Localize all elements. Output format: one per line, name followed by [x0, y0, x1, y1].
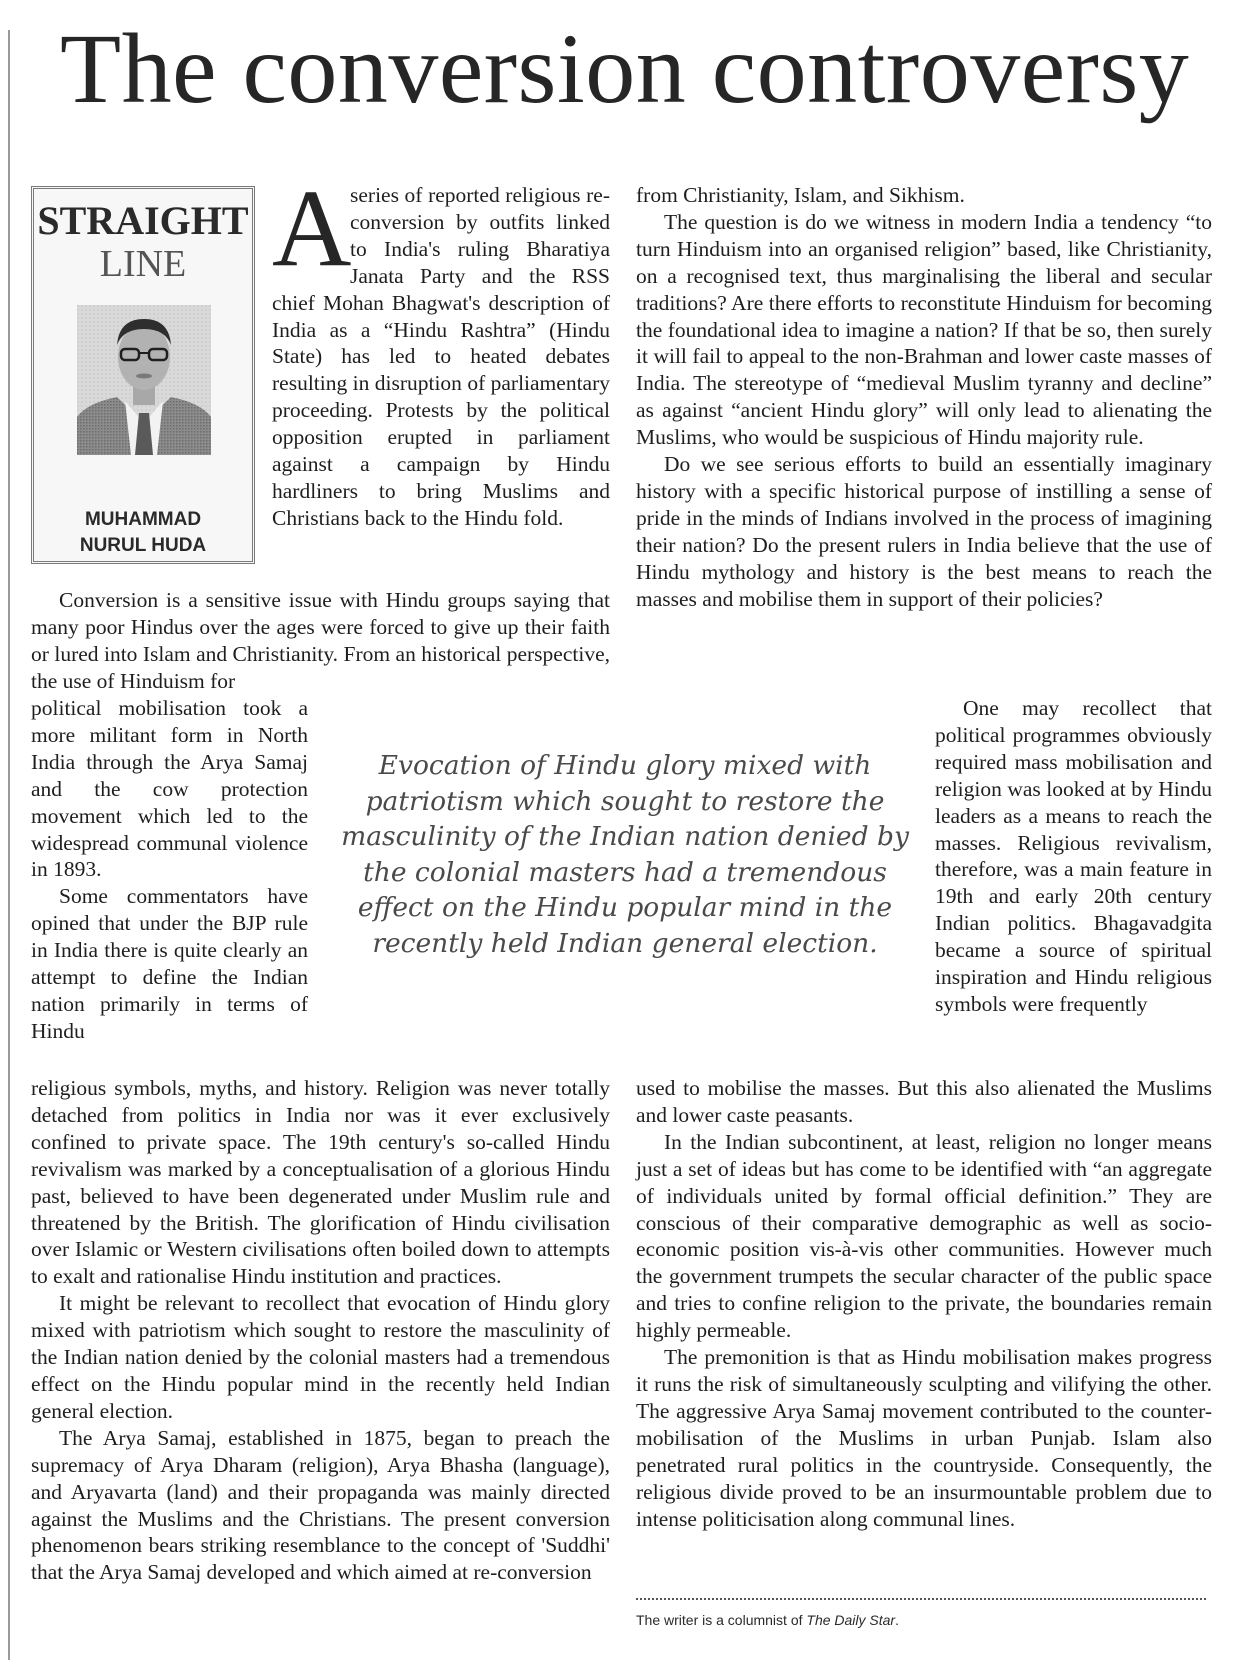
paragraph-premonition: The premonition is that as Hindu mobilisation makes progress it runs the risk of simultaneously sculpting and vilifying the other. The aggressive Arya Samaj movement contributed to the counter-mobilisation of the Muslims in urban Punjab. Islam also penetrated rural politics in the countryside. Consequently, the religious divide proved to be an insurmountable problem due to intense politicisation along communal lines. [636, 1345, 1212, 1531]
right-lower-column [636, 1075, 1212, 1532]
drop-cap: A [272, 167, 352, 289]
left-upper-column [31, 587, 610, 695]
paragraph-imaginary-history: Do we see serious efforts to build an essentially imaginary history with a specific historical purpose of instilling a sense of pride in the minds of Indians involved in the process of imagining their nation? Do the present rulers in India believe that the use of Hindu mythology and history is the best means to reach the masses and mobilise them in support of their policies? [636, 452, 1212, 611]
left-narrow-column [31, 695, 308, 1045]
paragraph-recollect: One may recollect that political programmes obviously required mass mobilisation and religion was looked at by Hindu leaders as a means to reach the masses. Religious revivalism, therefore, was a main feature in 19th and early 20th century Indian politics. Bhagavadgita became a source of spiritual inspiration and Hindu religious symbols were frequently [935, 696, 1212, 1016]
left-lower-column [31, 1075, 610, 1586]
intro-wrap-column [272, 167, 610, 532]
credit-suffix: . [895, 1612, 899, 1628]
intro-paragraph-wrap: series of reported religious re-conversion by outfits linked to India's ruling Bharatiya Janata Party and the RSS chief Mohan Bhagwat's description of India as a “Hindu Rashtra” (Hindu State) has led to heated debates resulting in disruption of parliamentary proceeding. Protests by the political opposition erupted in parliament against a campaign by Hindu hardliners to bring Muslims and Christians back to the Hindu fold. [272, 183, 610, 530]
drop-cap-spacer [272, 167, 352, 289]
right-narrow-column [935, 695, 1212, 1018]
paragraph-commentators: Some commentators have opined that under the BJP rule in India there is quite clearly an attempt to define the Indian nation primarily in terms of Hindu [31, 884, 308, 1043]
paragraph-religious-symbols: religious symbols, myths, and history. Religion was never totally detached from politics in India nor was it ever exclusively confined to private space. The 19th century's so-called Hindu revivalism was marked by a conceptualisation of a glorious Hindu past, believed to have been degenerated under Muslim rule and threatened by the British. The glorification of Hindu civilisation over Islamic or Western civilisations often boiled down to attempts to exalt and rationalise Hindu institution and practices. [31, 1076, 610, 1289]
paragraph-conversion: Conversion is a sensitive issue with Hindu groups saying that many poor Hindus over the ages were forced to give up their faith or lured into Islam and Christianity. From an historical perspective, the use of Hinduism for [31, 588, 610, 693]
paragraph-evocation: It might be relevant to recollect that evocation of Hindu glory mixed with patriotism which sought to restore the masculinity of the Indian nation denied by the colonial masters had a tremendous effect on the Hindu popular mind in the recently held Indian general election. [31, 1291, 610, 1423]
credit-prefix: The writer is a columnist of [636, 1612, 807, 1628]
credit-divider [636, 1598, 1206, 1600]
paragraph-question: The question is do we witness in modern India a tendency “to turn Hinduism into an organised religion” based, like Christianity, on a recognised text, thus marginalising the liberal and secular traditions? Are there efforts to reconstitute Hinduism for becoming the foundational idea to imagine a nation? If that be so, then surely it will fail to appeal to the non-Brahman and lower caste masses of India. The stereotype of “medieval Muslim tyranny and decline” as against “ancient Hindu glory” will only lead to alienating the Muslims, who would be suspicious of Hindu majority rule. [636, 209, 1212, 450]
writer-credit [636, 1612, 899, 1628]
author-name-line1: MUHAMMAD [84, 509, 202, 530]
author-name-line2: NURUL HUDA [79, 535, 207, 556]
right-upper-column [636, 182, 1212, 613]
column-label-line2: LINE [99, 243, 187, 285]
author-photo [77, 305, 211, 455]
paragraph-alienated: used to mobilise the masses. But this also alienated the Muslims and lower caste peasants. [636, 1076, 1212, 1127]
paragraph-arya-samaj: The Arya Samaj, established in 1875, began to preach the supremacy of Arya Dharam (religion), Arya Bhasha (language), and Aryavarta (land) and their propaganda was mainly directed against the Muslims and the Christians. The present conversion phenomenon bears striking resemblance to the concept of 'Suddhi' that the Arya Samaj developed and which aimed at re-conversion [31, 1425, 610, 1585]
paragraph-mobilisation: political mobilisation took a more militant form in North India through the Arya Samaj and the cow protection movement which led to the widespread communal violence in 1893. [31, 696, 308, 882]
headline: The conversion controversy [60, 13, 1190, 124]
column-label-line1: STRAIGHT [37, 198, 249, 243]
author-name [34, 507, 252, 559]
pull-quote: Evocation of Hindu glory mixed with patriotism which sought to restore the masculinity of the Indian nation denied by the colonial masters had a tremendous effect on the Hindu popular mind in the recently held Indian general election. [341, 750, 909, 959]
paragraph-subcontinent: In the Indian subcontinent, at least, religion no longer means just a set of ideas but has come to be identified with “an aggregate of individuals united by formal official definition.” They are conscious of their comparative demographic as well as socio-economic position vis-à-vis other communities. However much the government trumpets the secular character of the public space and tries to confine religion to the private, the boundaries remain highly permeable. [636, 1129, 1212, 1343]
page-edge-rule [8, 30, 10, 1660]
credit-publication: The Daily Star [806, 1612, 896, 1628]
column-label-box [31, 186, 255, 564]
paragraph-from-christianity: from Christianity, Islam, and Sikhism. [636, 183, 965, 207]
